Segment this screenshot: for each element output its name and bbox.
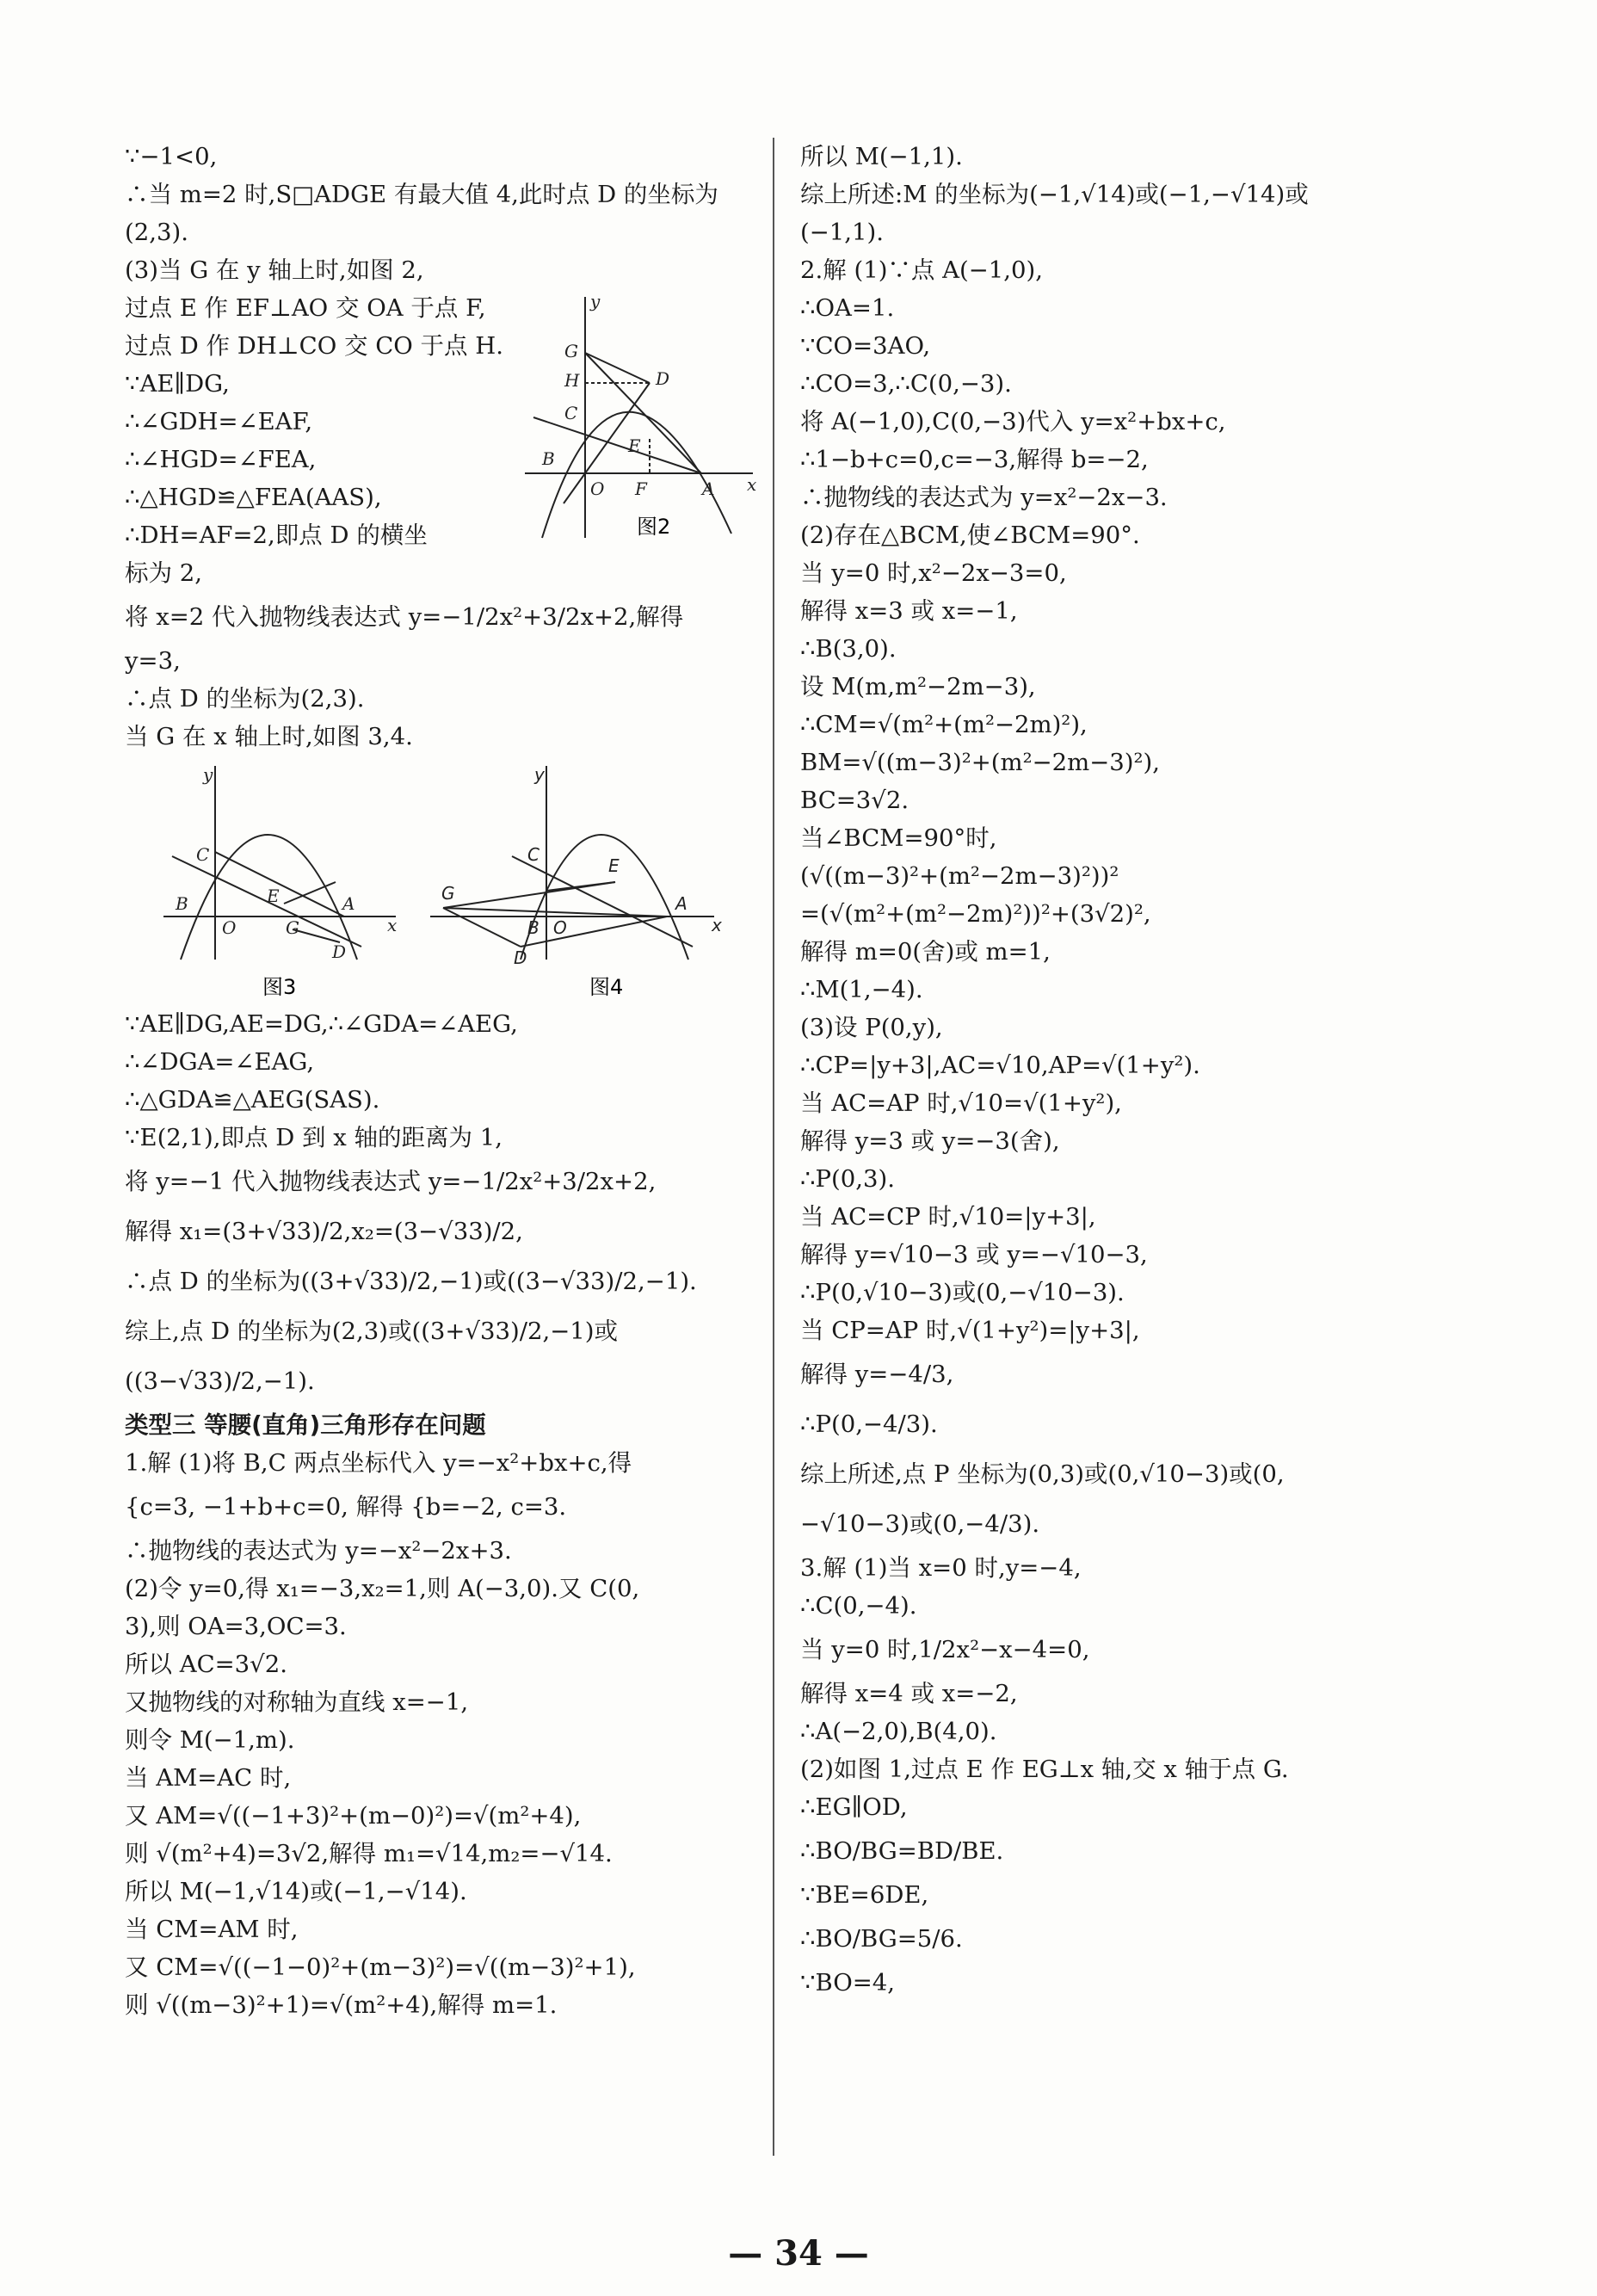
text-line: 2.解 (1)∵点 A(−1,0), — [800, 256, 1044, 284]
text-line: 则令 M(−1,m). — [125, 1726, 295, 1754]
text-line: ∵AE∥DG,AE=DG,∴∠GDA=∠AEG, — [125, 1010, 518, 1038]
figure-3 — [163, 762, 422, 1011]
text-line: (3)设 P(0,y), — [800, 1014, 943, 1041]
fig3-label: D — [332, 941, 347, 962]
text-line: 解得 y=3 或 y=−3(舍), — [800, 1127, 1060, 1155]
text-line: (2)存在△BCM,使∠BCM=90°. — [800, 522, 1140, 549]
text-line: 所以 AC=3√2. — [125, 1651, 287, 1678]
text-line: ∵BE=6DE, — [800, 1881, 929, 1909]
fig2-label: E — [628, 435, 641, 456]
fig2-label: O — [590, 478, 605, 499]
text-line: 综上所述,点 P 坐标为(0,3)或(0,√10−3)或(0, — [800, 1460, 1285, 1488]
fig4-label: O — [553, 917, 567, 938]
fig4-label: G — [441, 883, 455, 904]
fig3-label: B — [176, 893, 188, 914]
fig2-label: B — [542, 448, 555, 469]
text-line: 当 AC=CP 时,√10=|y+3|, — [800, 1203, 1096, 1231]
fig3-label: y — [203, 764, 213, 785]
text-line: 当 CP=AP 时,√(1+y²)=|y+3|, — [800, 1317, 1140, 1344]
text-line: ∴C(0,−4). — [800, 1592, 917, 1620]
text-line: ∴∠HGD=∠FEA, — [125, 446, 317, 473]
page-number: — 34 — — [728, 2233, 869, 2274]
text-line: ∴1−b+c=0,c=−3,解得 b=−2, — [800, 446, 1149, 473]
text-line: 又 AM=√((−1+3)²+(m−0)²)=√(m²+4), — [125, 1802, 582, 1830]
fig3-label: O — [222, 917, 237, 938]
text-line: 解得 x=3 或 x=−1, — [800, 597, 1018, 625]
fig4-label: E — [608, 855, 620, 876]
text-line: 解得 x₁=(3+√33)/2,x₂=(3−√33)/2, — [125, 1218, 523, 1245]
text-line: ∴B(3,0). — [800, 635, 897, 663]
equation-system: {c=3, −1+b+c=0, 解得 {b=−2, c=3. — [125, 1493, 567, 1521]
text-line: 3.解 (1)当 x=0 时,y=−4, — [800, 1554, 1082, 1582]
text-line: 设 M(m,m²−2m−3), — [800, 673, 1036, 701]
text-line: ((3−√33)/2,−1). — [125, 1367, 315, 1395]
text-line: (2)令 y=0,得 x₁=−3,x₂=1,则 A(−3,0).又 C(0, — [125, 1575, 640, 1602]
text-line: 3),则 OA=3,OC=3. — [125, 1613, 347, 1640]
text-line: 解得 y=√10−3 或 y=−√10−3, — [800, 1241, 1148, 1268]
text-line: (2)如图 1,过点 E 作 EG⊥x 轴,交 x 轴于点 G. — [800, 1756, 1289, 1783]
text-line: ∴P(0,−4/3). — [800, 1410, 938, 1438]
text-line: ∴△HGD≌△FEA(AAS), — [125, 484, 382, 511]
fig2-label: D — [656, 368, 670, 389]
fig4-label: x — [712, 915, 722, 935]
text-line: ∴CP=|y+3|,AC=√10,AP=√(1+y²). — [800, 1052, 1200, 1079]
text-line: 解得 y=−4/3, — [800, 1361, 954, 1388]
fig2-label: x — [747, 474, 757, 495]
fig3-label: G — [286, 917, 299, 938]
fig2-label: C — [564, 403, 578, 423]
figure-caption: 图4 — [589, 975, 624, 999]
text-line: ∴P(0,√10−3)或(0,−√10−3). — [800, 1279, 1125, 1306]
text-line: y=3, — [125, 647, 181, 675]
text-line: 过点 D 作 DH⊥CO 交 CO 于点 H. — [125, 332, 504, 360]
text-line: ∴点 D 的坐标为((3+√33)/2,−1)或((3−√33)/2,−1). — [125, 1268, 697, 1295]
fig2-label: H — [564, 370, 580, 391]
text-line: ∴CM=√(m²+(m²−2m)²), — [800, 711, 1088, 738]
text-line: =(√(m²+(m²−2m)²))²+(3√2)², — [800, 900, 1151, 928]
text-line: 当 G 在 x 轴上时,如图 3,4. — [125, 723, 413, 750]
fig3-label: A — [342, 893, 355, 914]
text-line: 当 AM=AC 时, — [125, 1764, 292, 1792]
figure-caption: 图3 — [262, 975, 297, 999]
text-line: ∴∠DGA=∠EAG, — [125, 1048, 315, 1076]
text-line: BC=3√2. — [800, 787, 909, 814]
text-line: 又抛物线的对称轴为直线 x=−1, — [125, 1688, 469, 1716]
fig4-label: D — [514, 947, 527, 968]
text-line: 过点 E 作 EF⊥AO 交 OA 于点 F, — [125, 294, 486, 322]
text-line: ∴DH=AF=2,即点 D 的横坐 — [125, 522, 428, 549]
fig2-label: F — [635, 478, 647, 499]
text-line: 当 AC=AP 时,√10=√(1+y²), — [800, 1089, 1122, 1117]
text-line: 标为 2, — [125, 559, 202, 587]
fig4-label: C — [527, 844, 540, 865]
text-line: 将 A(−1,0),C(0,−3)代入 y=x²+bx+c, — [800, 408, 1226, 435]
text-line: (3)当 G 在 y 轴上时,如图 2, — [125, 256, 424, 284]
text-line: 当 CM=AM 时, — [125, 1916, 299, 1943]
text-line: ∴CO=3,∴C(0,−3). — [800, 370, 1012, 398]
text-line: 综上所述:M 的坐标为(−1,√14)或(−1,−√14)或 — [800, 181, 1309, 208]
text-line: 又 CM=√((−1−0)²+(m−3)²)=√((m−3)²+1), — [125, 1953, 636, 1981]
text-line: 综上,点 D 的坐标为(2,3)或((3+√33)/2,−1)或 — [125, 1318, 618, 1345]
text-line: ∴抛物线的表达式为 y=−x²−2x+3. — [125, 1537, 512, 1565]
text-line: 则 √(m²+4)=3√2,解得 m₁=√14,m₂=−√14. — [125, 1840, 613, 1867]
text-line: ∵BO=4, — [800, 1969, 896, 1997]
text-line: BM=√((m−3)²+(m²−2m−3)²), — [800, 749, 1161, 776]
column-divider — [773, 138, 774, 2156]
text-line: ∴BO/BG=BD/BE. — [800, 1837, 1004, 1865]
fig2-label: y — [590, 291, 601, 312]
text-line: 将 y=−1 代入抛物线表达式 y=−1/2x²+3/2x+2, — [125, 1168, 657, 1195]
right-column — [800, 138, 1437, 2002]
text-line: ∵CO=3AO, — [800, 332, 931, 360]
fig4-label: y — [534, 764, 545, 785]
fig3-label: x — [387, 915, 398, 935]
text-line: 解得 x=4 或 x=−2, — [800, 1680, 1018, 1707]
text-line: ∴P(0,3). — [800, 1165, 895, 1193]
fig4-label: A — [675, 893, 688, 914]
text-line: ∴OA=1. — [800, 294, 895, 322]
figure-2 — [516, 288, 766, 546]
text-line: (√((m−3)²+(m²−2m−3)²))² — [800, 862, 1119, 890]
fig2-label: A — [702, 478, 715, 499]
fig3-label: E — [267, 886, 280, 906]
text-line: 所以 M(−1,1). — [800, 143, 963, 170]
text-line: 当 y=0 时,x²−2x−3=0, — [800, 559, 1067, 587]
text-line: 当∠BCM=90°时, — [800, 824, 997, 852]
text-line: ∵AE∥DG, — [125, 370, 230, 398]
fig4-label: B — [527, 917, 540, 938]
fig3-label: C — [196, 844, 210, 865]
text-line: ∴△GDA≌△AEG(SAS). — [125, 1086, 380, 1114]
text-line: ∴抛物线的表达式为 y=x²−2x−3. — [800, 484, 1168, 511]
figure-caption: 图2 — [637, 515, 671, 539]
text-line: (−1,1). — [800, 219, 884, 246]
text-line: ∴点 D 的坐标为(2,3). — [125, 685, 365, 713]
text-line: 当 y=0 时,1/2x²−x−4=0, — [800, 1636, 1090, 1663]
fig2-label: G — [564, 341, 578, 361]
text-line: ∴∠GDH=∠EAF, — [125, 408, 313, 435]
text-line: −√10−3)或(0,−4/3). — [800, 1510, 1040, 1538]
section-heading: 类型三 等腰(直角)三角形存在问题 — [125, 1411, 486, 1439]
text-line: 解得 m=0(舍)或 m=1, — [800, 938, 1051, 966]
text-line: 将 x=2 代入抛物线表达式 y=−1/2x²+3/2x+2,解得 — [125, 603, 684, 631]
figure-4 — [426, 762, 736, 1011]
text-line: ∴BO/BG=5/6. — [800, 1925, 963, 1953]
text-line: ∴A(−2,0),B(4,0). — [800, 1718, 997, 1745]
text-line: ∵−1<0, — [125, 143, 218, 170]
text-line: 1.解 (1)将 B,C 两点坐标代入 y=−x²+bx+c,得 — [125, 1449, 632, 1477]
text-line: 所以 M(−1,√14)或(−1,−√14). — [125, 1878, 467, 1905]
text-line: ∴M(1,−4). — [800, 976, 923, 1003]
text-line: (2,3). — [125, 219, 188, 246]
text-line: 则 √((m−3)²+1)=√(m²+4),解得 m=1. — [125, 1991, 558, 2019]
text-line: ∴当 m=2 时,S□ADGE 有最大值 4,此时点 D 的坐标为 — [125, 181, 718, 208]
text-line: ∴EG∥OD, — [800, 1793, 908, 1821]
text-line: ∵E(2,1),即点 D 到 x 轴的距离为 1, — [125, 1124, 503, 1151]
